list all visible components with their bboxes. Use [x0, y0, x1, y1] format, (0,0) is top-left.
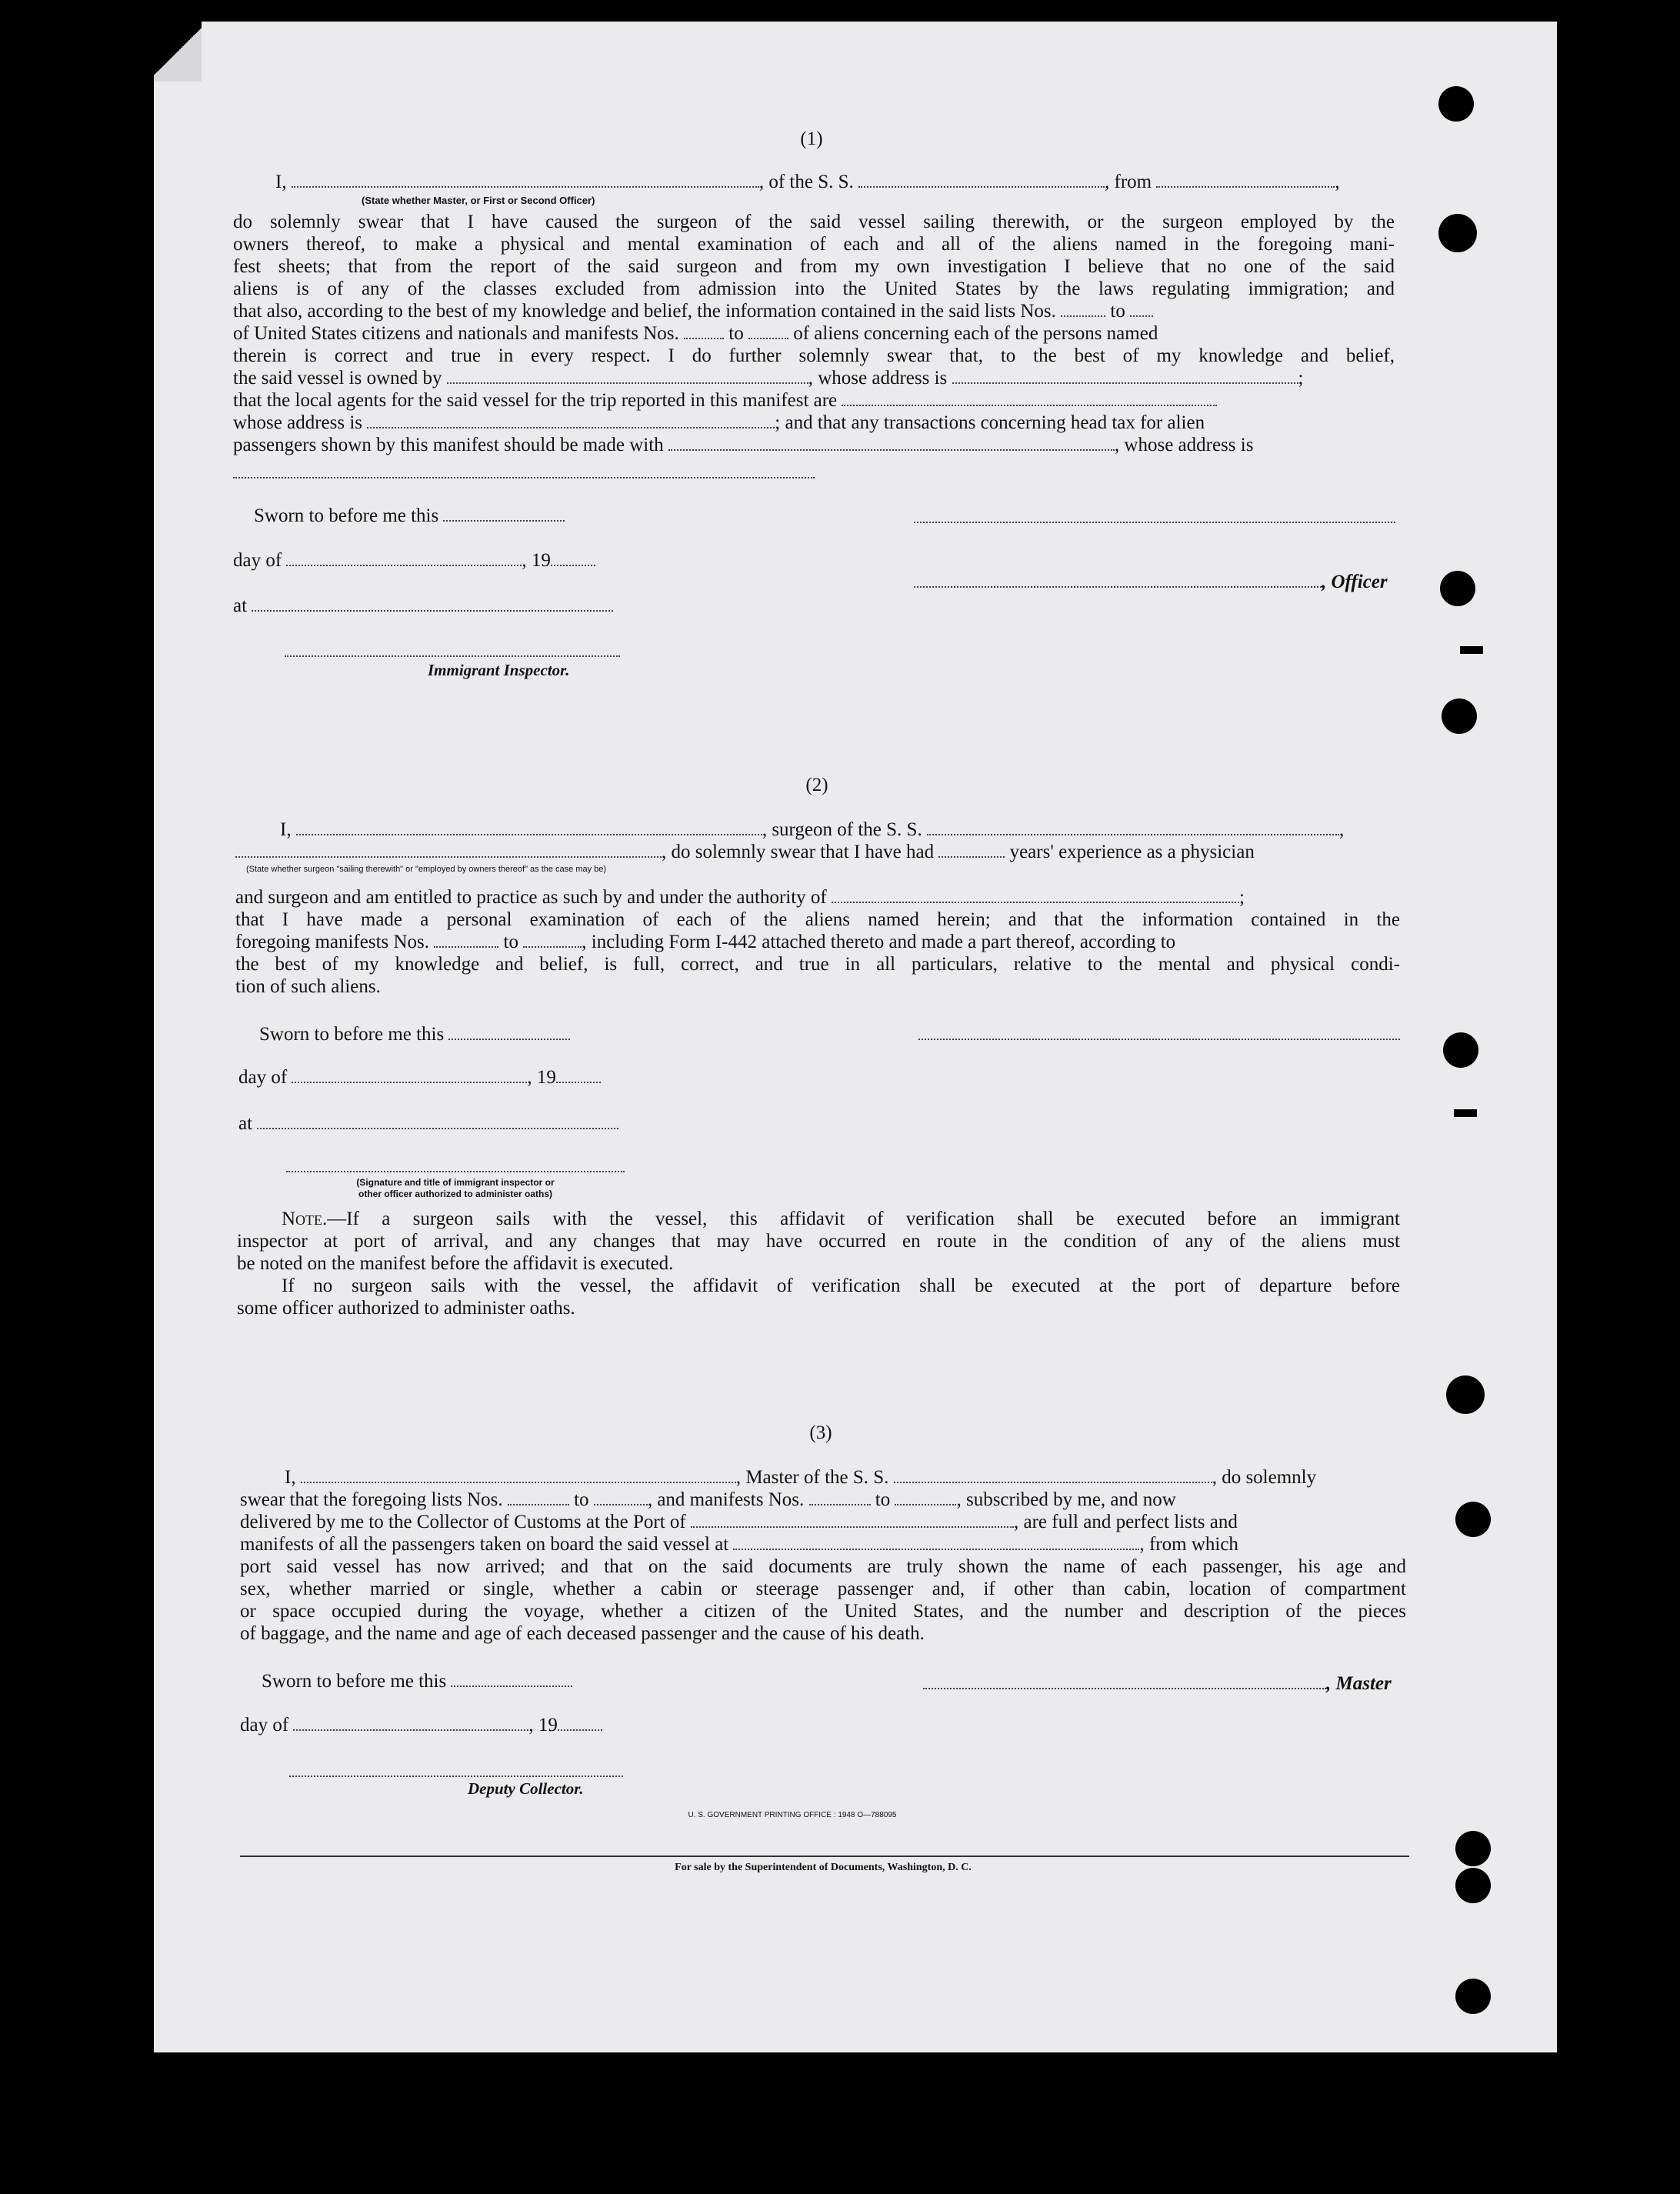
s3-para-line: sex, whether married or single, whether a cabin or steerage passenger and, if other than cabin, location of compartment: [240, 1579, 1406, 1599]
s3-line-2: swear that the foregoing lists Nos. to , and manifests Nos. to , subscribed by me, and now: [240, 1489, 1176, 1510]
binder-hole-icon: [1440, 571, 1475, 606]
inspector-signature-line-2: [286, 1171, 625, 1172]
deputy-collector-caption: Deputy Collector.: [468, 1779, 584, 1798]
binder-mark-icon: [1460, 646, 1483, 654]
note-line: If no surgeon sails with the vessel, the affidavit of verification shall be executed at the port of departure before: [282, 1275, 1400, 1296]
section-3-number: (3): [809, 1422, 832, 1443]
for-sale-line: For sale by the Superintendent of Documents, Washington, D. C.: [675, 1862, 972, 1873]
s3-day-of: day of , 19: [240, 1714, 602, 1737]
binder-hole-icon: [1455, 1831, 1491, 1866]
footer-rule: [240, 1856, 1409, 1857]
s3-line-3: delivered by me to the Collector of Customs at the Port of , are full and perfect lists and: [240, 1512, 1238, 1532]
s1-day-of: day of , 19: [233, 549, 595, 572]
s1-para-line: that also, according to the best of my knowledge and belief, the information contained in the said lists Nos. to: [233, 300, 1153, 323]
s1-para-line: owners thereof, to make a physical and mental examination of each and all of the aliens named in the foregoing mani-: [233, 234, 1395, 255]
address-blank-line: [233, 477, 815, 478]
s1-para-line: the said vessel is owned by , whose address is ;: [233, 368, 1304, 388]
bleed-through-heading: [277, 100, 662, 128]
s1-para-line: that the local agents for the said vessel for the trip reported in this manifest are: [233, 389, 1217, 412]
surgeon-caption: (State whether surgeon "sailing therewith" or "employed by owners thereof" as the case may be): [246, 865, 607, 874]
officer-caption: (State whether Master, or First or Second Officer): [362, 195, 595, 206]
s2-line-2: , do solemnly swear that I have had years' experience as a physician: [235, 841, 1255, 864]
signature-caption: (Signature and title of immigrant inspector or other officer authorized to administer oaths): [356, 1177, 555, 1199]
s2-para-line: the best of my knowledge and belief, is full, correct, and true in all particulars, relative to the mental and physical condi-: [235, 954, 1400, 975]
s1-para-line: therein is correct and true in every respect. I do further solemnly swear that, to the best of my knowledge and belief,: [233, 345, 1395, 366]
s2-sworn: Sworn to before me this: [259, 1023, 570, 1046]
binder-mark-icon: [1454, 1109, 1477, 1117]
note-line: Note.—If a surgeon sails with the vessel, this affidavit of verification shall be executed before an immigrant: [282, 1209, 1400, 1229]
binder-hole-icon: [1438, 214, 1477, 252]
s1-para-line: fest sheets; that from the report of the said surgeon and from my own investigation I believe that no one of the said: [233, 256, 1395, 277]
folded-corner: [154, 22, 202, 82]
s1-officer-line: , Officer: [914, 571, 1388, 594]
s3-line-4: manifests of all the passengers taken on board the said vessel at , from which: [240, 1534, 1238, 1555]
note-line: some officer authorized to administer oaths.: [237, 1298, 575, 1319]
note-line: be noted on the manifest before the affidavit is executed.: [237, 1253, 674, 1274]
section-2-number: (2): [805, 775, 828, 795]
s2-line-1: I, , surgeon of the S. S. ,: [280, 819, 1345, 840]
s1-para-line: whose address is ; and that any transactions concerning head tax for alien: [233, 412, 1205, 433]
note-line: inspector at port of arrival, and any changes that may have occurred en route in the condition of any of the aliens must: [237, 1231, 1400, 1252]
s1-at: at: [233, 595, 613, 618]
binder-hole-icon: [1446, 1375, 1485, 1414]
s1-para-line: passengers shown by this manifest should be made with , whose address is: [233, 435, 1254, 455]
inspector-signature-line: [285, 655, 620, 657]
binder-hole-icon: [1455, 1868, 1491, 1903]
printing-office-line: U. S. GOVERNMENT PRINTING OFFICE : 1948 O—788095: [688, 1811, 897, 1819]
s1-line-1: I, , of the S. S. , from ,: [275, 172, 1340, 192]
section-1-number: (1): [800, 128, 823, 149]
s2-para-line: that I have made a personal examination of each of the aliens named herein; and that the information contained in the: [235, 909, 1400, 930]
binder-hole-icon: [1455, 1979, 1491, 2014]
officer-signature-line: [914, 522, 1395, 523]
binder-hole-icon: [1438, 86, 1474, 122]
s2-para-line: foregoing manifests Nos. to , including Form I-442 attached thereto and made a part thereof, according to: [235, 932, 1176, 952]
s1-para-line: of United States citizens and nationals and manifests Nos. to of aliens concerning each of the persons named: [233, 323, 1158, 344]
s3-line-1: I, , Master of the S. S. , do solemnly: [285, 1467, 1317, 1488]
s2-para-line: tion of such aliens.: [235, 976, 381, 997]
binder-hole-icon: [1443, 1032, 1478, 1068]
s3-para-line: of baggage, and the name and age of each deceased passenger and the cause of his death.: [240, 1623, 925, 1644]
binder-hole-icon: [1442, 699, 1477, 734]
immigrant-inspector-caption: Immigrant Inspector.: [428, 661, 570, 679]
s2-day-of: day of , 19: [238, 1066, 601, 1089]
s2-authority: and surgeon and am entitled to practice as such by and under the authority of ;: [235, 887, 1245, 908]
s1-sworn: Sworn to before me this: [254, 505, 565, 528]
s2-at: at: [238, 1112, 618, 1135]
binder-hole-icon: [1455, 1502, 1491, 1537]
s1-para-line: do solemnly swear that I have caused the surgeon of the said vessel sailing therewith, or the surgeon employed by the: [233, 212, 1395, 232]
surgeon-signature-line: [918, 1039, 1400, 1040]
s3-para-line: or space occupied during the voyage, whether a citizen of the United States, and the number and description of the pieces: [240, 1601, 1406, 1622]
s3-master-line: , Master: [923, 1672, 1392, 1696]
s1-para-line: aliens is of any of the classes excluded from admission into the United States by the laws regulating immigration; and: [233, 278, 1395, 299]
s3-sworn: Sworn to before me this: [262, 1670, 572, 1693]
s3-para-line: port said vessel has now arrived; and that on the said documents are truly shown the name of each passenger, his age and: [240, 1556, 1406, 1577]
